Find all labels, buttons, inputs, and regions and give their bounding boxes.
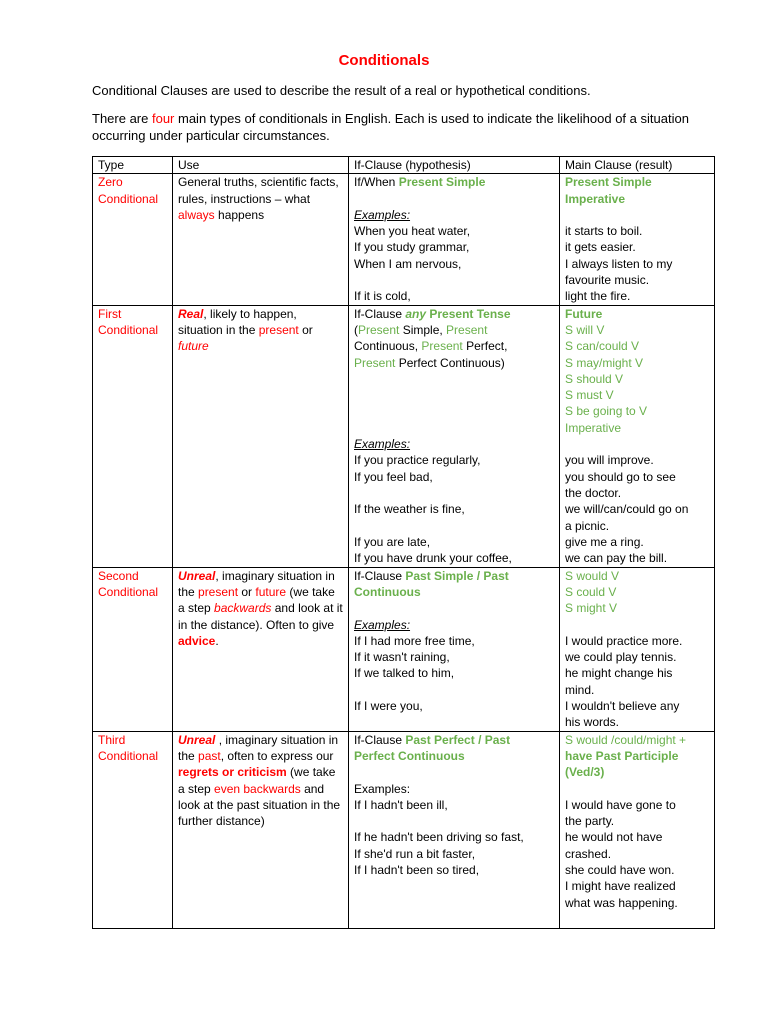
- use-zero: General truths, scientific facts, rules, instructions – what always happens: [173, 174, 349, 305]
- page-title: Conditionals: [338, 52, 430, 69]
- table-header-row: [93, 157, 715, 174]
- type-first: First Conditional: [93, 305, 173, 567]
- main-clause-second: S would V S could V S might V I would practice more. we could play tennis. he might change his mind. I wouldn't believe any his words.: [560, 567, 715, 731]
- use-second: Unreal, imaginary situation in the present or future (we take a step backwards and look at it in the distance). Often to give advice.: [173, 567, 349, 731]
- header-type: Type: [93, 157, 173, 174]
- if-clause-second: If-Clause Past Simple / Past Continuous Examples: If I had more free time, If it wasn't raining, If we talked to him, If I were you,: [349, 567, 560, 731]
- type-zero: Zero Conditional: [93, 174, 173, 305]
- if-clause-third: If-Clause Past Perfect / Past Perfect Continuous Examples: If I hadn't been ill, If he hadn't been driving so fast, If she'd run a bit faster, If I hadn't been so tired,: [349, 731, 560, 928]
- main-clause-first: Future S will V S can/could V S may/might V S should V S must V S be going to V Imperative you will improve. you should go to see the doctor. we will/can/could go on a picnic. give me a ring. we can pay the bill.: [560, 305, 715, 567]
- intro-text: There are: [92, 111, 152, 126]
- header-use: Use: [173, 157, 349, 174]
- use-first: Real, likely to happen, situation in the present or future: [173, 305, 349, 567]
- table-row-third: [93, 731, 715, 928]
- intro-paragraph-1: Conditional Clauses are used to describe the result of a real or hypothetical conditions.: [92, 83, 591, 98]
- conditionals-table: [92, 156, 715, 929]
- header-main-clause: Main Clause (result): [560, 157, 715, 174]
- intro-highlight: four: [151, 111, 175, 126]
- if-clause-first: If-Clause any Present Tense (Present Simple, Present Continuous, Present Perfect, Present Perfect Continuous) Examples: If you practice regularly, If you feel bad, If the weather is fine, If you are late, If you have drunk your coffee,: [349, 305, 560, 567]
- type-third: Third Conditional: [93, 731, 173, 928]
- examples-label: Examples:: [354, 207, 411, 222]
- table-row-second: [93, 567, 715, 731]
- table-row-zero: [93, 174, 715, 305]
- examples-label: Examples:: [354, 617, 411, 632]
- examples-label: Examples:: [354, 781, 411, 796]
- examples-label: Examples:: [354, 437, 411, 452]
- if-clause-zero: If/When Present Simple Examples: When you heat water, If you study grammar, When I am nervous, If it is cold,: [349, 174, 560, 305]
- intro-text: main types of conditionals in English. Each is used to indicate the likelihood of a situation occurring under particular circumstances.: [92, 111, 689, 143]
- main-clause-zero: Present Simple Imperative it starts to boil. it gets easier. I always listen to my favourite music. light the fire.: [560, 174, 715, 305]
- table-row-first: [93, 305, 715, 567]
- type-second: Second Conditional: [93, 567, 173, 731]
- main-clause-third: S would /could/might + have Past Participle (Ved/3) I would have gone to the party. he would not have crashed. she could have won. I might have realized what was happening.: [560, 731, 715, 928]
- intro-paragraph-2: [92, 110, 722, 144]
- use-third: Unreal , imaginary situation in the past, often to express our regrets or criticism (we take a step even backwards and look at the past situation in the further distance): [173, 731, 349, 928]
- header-if-clause: If-Clause (hypothesis): [349, 157, 560, 174]
